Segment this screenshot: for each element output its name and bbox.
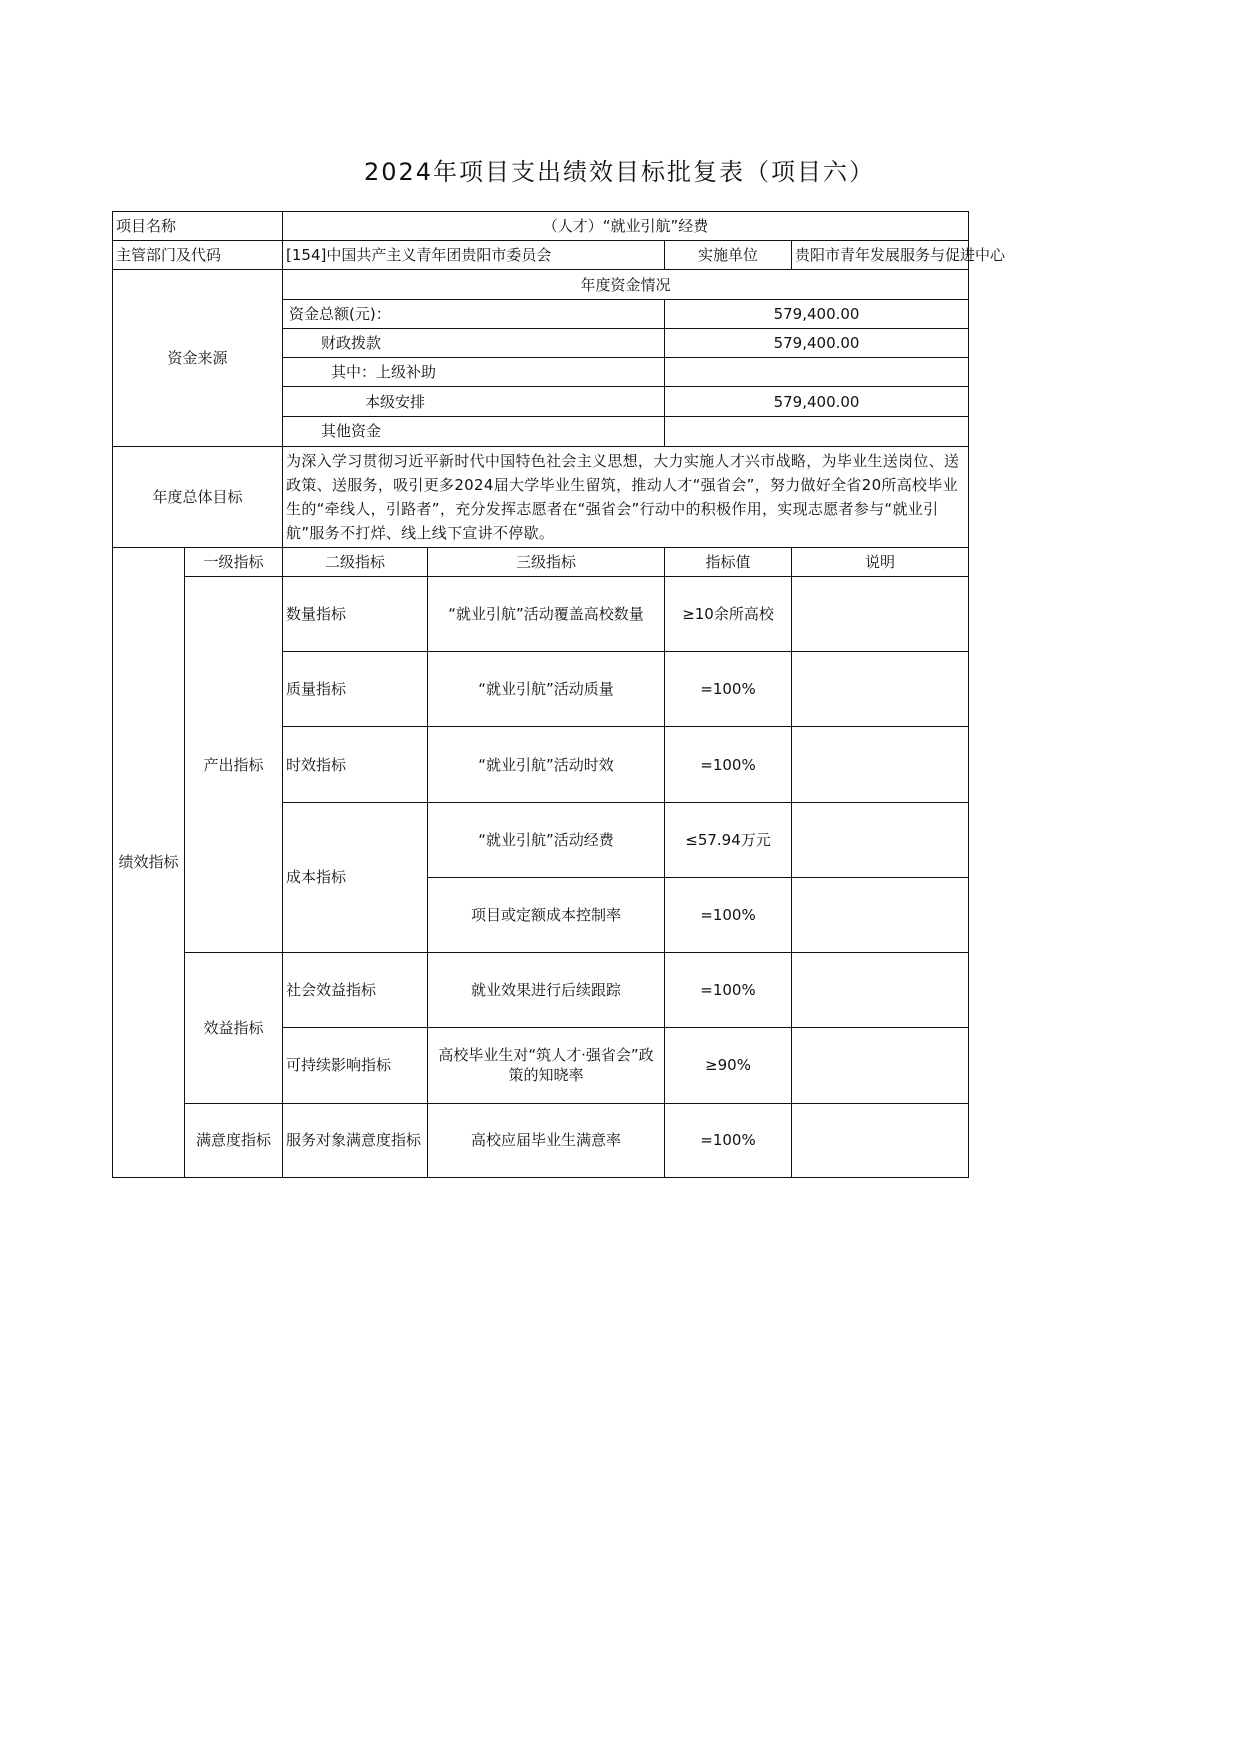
value-header: 指标值 (665, 547, 792, 576)
quality-indicator-item: “就业引航”活动质量 (428, 652, 665, 727)
service-satisfaction-item: 高校应届毕业生满意率 (428, 1103, 665, 1177)
satisfaction-indicator-label: 满意度指标 (185, 1103, 283, 1177)
page-title: 2024年项目支出绩效目标批复表（项目六） (363, 158, 876, 186)
fiscal-appropriation-value: 579,400.00 (665, 329, 969, 358)
funds-total-label: 资金总额(元)： (283, 300, 665, 329)
indicator-header-row (113, 547, 969, 576)
quantity-indicator-label: 数量指标 (283, 577, 428, 652)
superior-subsidy-label: 其中：上级补助 (283, 358, 665, 387)
sustainability-item: 高校毕业生对“筑人才·强省会”政策的知晓率 (428, 1028, 665, 1103)
timeliness-indicator-value: =100% (665, 727, 792, 802)
superior-subsidy-value (665, 358, 969, 387)
quantity-indicator-value: ≥10余所高校 (665, 577, 792, 652)
implementing-unit-label: 实施单位 (665, 241, 792, 270)
level1-header: 一级指标 (185, 547, 283, 576)
performance-target-table (112, 211, 1006, 1178)
cost-indicator-item: “就业引航”活动经费 (428, 802, 665, 877)
sustainability-note (792, 1028, 969, 1103)
performance-indicators-label: 绩效指标 (113, 547, 185, 1177)
cost-indicator-value: ≤57.94万元 (665, 802, 792, 877)
project-name-row (113, 212, 969, 241)
table-row (113, 953, 969, 1028)
funds-total-value: 579,400.00 (665, 300, 969, 329)
cost-indicator-note (792, 802, 969, 877)
cost-control-item: 项目或定额成本控制率 (428, 877, 665, 952)
annual-goal-label: 年度总体目标 (113, 446, 283, 547)
department-value: [154]中国共产主义青年团贵阳市委员会 (283, 241, 665, 270)
level3-header: 三级指标 (428, 547, 665, 576)
annual-goal-row (113, 446, 969, 547)
department-row (113, 241, 969, 270)
level2-header: 二级指标 (283, 547, 428, 576)
social-benefit-item: 就业效果进行后续跟踪 (428, 953, 665, 1028)
timeliness-indicator-label: 时效指标 (283, 727, 428, 802)
quality-indicator-note (792, 652, 969, 727)
cost-indicator-label: 成本指标 (283, 802, 428, 952)
service-satisfaction-note (792, 1103, 969, 1177)
service-satisfaction-value: =100% (665, 1103, 792, 1177)
local-arrangement-value: 579,400.00 (665, 387, 969, 416)
social-benefit-note (792, 953, 969, 1028)
funds-source-label: 资金来源 (113, 270, 283, 446)
quality-indicator-value: =100% (665, 652, 792, 727)
implementing-unit-value: 贵阳市青年发展服务与促进中心 (792, 241, 969, 270)
output-indicator-label: 产出指标 (185, 577, 283, 953)
local-arrangement-label: 本级安排 (283, 387, 665, 416)
quality-indicator-label: 质量指标 (283, 652, 428, 727)
quantity-indicator-note (792, 577, 969, 652)
project-name-label: 项目名称 (113, 212, 283, 241)
other-funds-value (665, 416, 969, 446)
cost-control-value: =100% (665, 877, 792, 952)
timeliness-indicator-item: “就业引航”活动时效 (428, 727, 665, 802)
cost-control-note (792, 877, 969, 952)
project-name-value: （人才）“就业引航”经费 (283, 212, 969, 241)
social-benefit-label: 社会效益指标 (283, 953, 428, 1028)
social-benefit-value: =100% (665, 953, 792, 1028)
fiscal-appropriation-label: 财政拨款 (283, 329, 665, 358)
timeliness-indicator-note (792, 727, 969, 802)
service-satisfaction-label: 服务对象满意度指标 (283, 1103, 428, 1177)
benefit-indicator-label: 效益指标 (185, 953, 283, 1103)
department-label: 主管部门及代码 (113, 241, 283, 270)
sustainability-label: 可持续影响指标 (283, 1028, 428, 1103)
table-row (113, 1103, 969, 1177)
funds-header-row (113, 270, 969, 300)
other-funds-label: 其他资金 (283, 416, 665, 446)
sustainability-value: ≥90% (665, 1028, 792, 1103)
table-row (113, 577, 969, 652)
quantity-indicator-item: “就业引航”活动覆盖高校数量 (428, 577, 665, 652)
annual-funds-header: 年度资金情况 (283, 270, 969, 300)
annual-goal-text: 为深入学习贯彻习近平新时代中国特色社会主义思想，大力实施人才兴市战略，为毕业生送岗位、送政策、送服务，吸引更多2024届大学毕业生留筑，推动人才“强省会”，努力做好全省20所高校毕业生的“牵线人，引路者”，充分发挥志愿者在“强省会”行动中的积极作用，实现志愿者参与“就业引航”服务不打烊、线上线下宣讲不停歇。 (283, 446, 969, 547)
note-header: 说明 (792, 547, 969, 576)
